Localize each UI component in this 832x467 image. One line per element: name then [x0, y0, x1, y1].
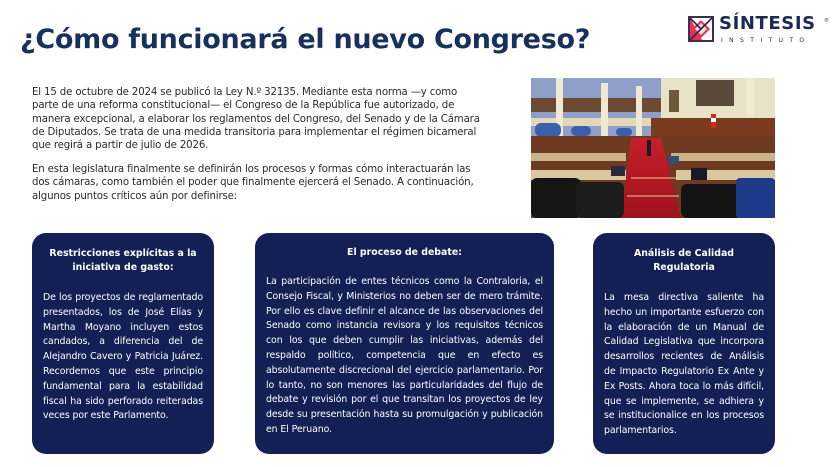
sintesis-logo-mark-icon	[688, 16, 714, 42]
card-body: La mesa directiva saliente ha hecho un importante esfuerzo con la elaboración de un Manual de Calidad Legislativa que incorpora desarrollos recientes de Análisis de Impacto Regulatorio Ex Ante y Ex Posts. Ahora toca lo más difícil, que se implemente, se adhiera y se institucionalice en los procesos parlamentarios.	[604, 292, 764, 437]
card-spending-restrictions	[32, 233, 214, 454]
page-title: ¿Cómo funcionará el nuevo Congreso?	[20, 24, 591, 55]
card-title: El proceso de debate:	[347, 247, 462, 258]
registered-mark: ®	[824, 18, 829, 24]
card-debate-process	[255, 233, 554, 454]
intro-paragraph-1: El 15 de octubre de 2024 se publicó la Ley N.º 32135. Mediante esta norma —y como parte de una reforma constitucional— el Congreso de la República fue autorizado, de manera excepcional, a elaborar los reglamentos del Congreso, del Senado y de la Cámara de Diputados. Se trata de una medida transitoria para implementar el régimen bicameral que regirá a partir de julio de 2026.	[32, 87, 480, 152]
card-regulatory-quality	[593, 233, 775, 454]
card-body: La participación de entes técnicos como la Contraloria, el Consejo Fiscal, y Ministerios no deben ser de mero trámite. Por ello es clave definir el alcance de las observaciones del Senado como instancia revisora y los requisitos técnicos con los que deben cumplir las iniciativas, además del respaldo político, competencia que en efecto es absolutamente discrecional del ejercicio parlamentario. Por lo tanto, no son menores las particularidades del flujo de debate y revisión por el que transitan los proyectos de ley desde su presentación hasta su promulgación y publicación en El Peruano.	[266, 276, 543, 435]
card-body: De los proyectos de reglamentado presentados, los de José Elías y Martha Moyano incluyen estos candados, a diferencia del de Alejandro Cavero y Patricia Juárez. Recordemos que este principio fundamental para la estabilidad fiscal ha sido perforado reiteradas veces por este Parlamento.	[43, 292, 203, 422]
card-title: Restricciones explícitas a la iniciativa de gasto:	[49, 248, 197, 273]
sintesis-logo	[688, 13, 829, 48]
congress-chamber-image-icon	[531, 78, 775, 218]
card-title: Análisis de Calidad Regulatoria	[633, 248, 735, 273]
logo-wordmark: SÍNTESIS	[719, 13, 816, 34]
logo-subtitle: INSTITUTO	[721, 37, 811, 44]
intro-paragraph-2: En esta legislatura finalmente se definirán los procesos y formas cómo interactuarán las dos cámaras, como también el poder que finalmente ejercerá el Senado. A continuación, algunos puntos críticos aún por definirse:	[32, 164, 474, 202]
congress-chamber-photo	[531, 78, 775, 218]
